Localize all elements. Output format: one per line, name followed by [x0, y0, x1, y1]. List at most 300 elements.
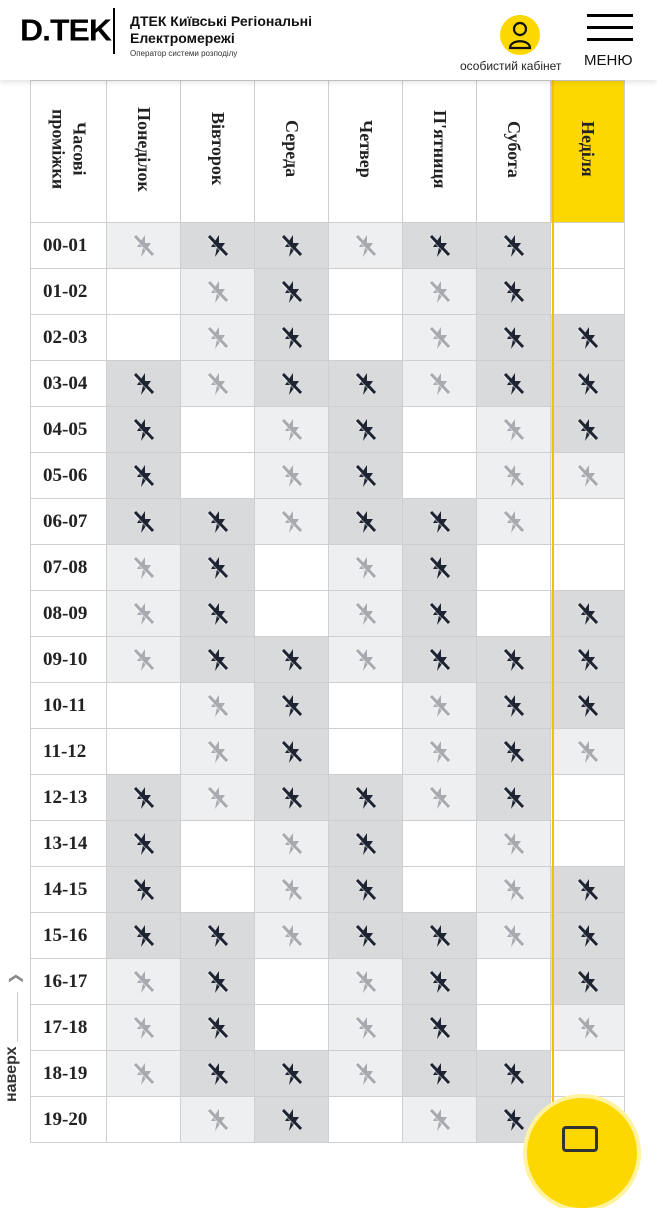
table-body	[31, 223, 625, 1143]
table-row	[31, 1051, 625, 1097]
no-power-icon	[355, 789, 377, 806]
outage-cell	[477, 683, 551, 729]
outage-cell	[255, 1051, 329, 1097]
possible-outage-cell	[181, 729, 255, 775]
chevron-up-icon: ❯	[6, 972, 23, 985]
day-label: Неділя	[578, 121, 598, 177]
outage-cell	[107, 913, 181, 959]
no-power-icon	[133, 513, 155, 530]
possible-outage-cell	[403, 361, 477, 407]
no-power-icon	[577, 605, 599, 622]
no-power-icon	[133, 375, 155, 392]
power-on-cell	[403, 407, 477, 453]
power-on-cell	[107, 1097, 181, 1143]
no-power-icon	[429, 1065, 451, 1082]
outage-cell	[107, 361, 181, 407]
no-power-icon	[133, 1019, 155, 1036]
dtek-logo[interactable]: D.TEK	[20, 12, 111, 48]
no-power-icon	[577, 697, 599, 714]
no-power-icon	[429, 651, 451, 668]
possible-outage-cell	[403, 775, 477, 821]
no-power-icon	[577, 743, 599, 760]
outage-cell	[255, 269, 329, 315]
outage-cell	[551, 407, 625, 453]
no-power-icon	[207, 283, 229, 300]
no-power-icon	[577, 421, 599, 438]
power-on-cell	[329, 729, 403, 775]
no-power-icon	[503, 467, 525, 484]
no-power-icon	[207, 651, 229, 668]
outage-cell	[255, 775, 329, 821]
outage-cell	[107, 453, 181, 499]
time-slot-label: 10-11	[31, 683, 107, 729]
outage-cell	[329, 407, 403, 453]
possible-outage-cell	[551, 1005, 625, 1051]
no-power-icon	[577, 329, 599, 346]
possible-outage-cell	[181, 1097, 255, 1143]
outage-cell	[181, 637, 255, 683]
no-power-icon	[429, 927, 451, 944]
outage-cell	[329, 499, 403, 545]
no-power-icon	[355, 835, 377, 852]
menu-button[interactable]: МЕНЮ	[584, 52, 633, 69]
no-power-icon	[429, 697, 451, 714]
no-power-icon	[355, 651, 377, 668]
power-on-cell	[551, 775, 625, 821]
possible-outage-cell	[255, 407, 329, 453]
time-slot-label: 05-06	[31, 453, 107, 499]
possible-outage-cell	[477, 821, 551, 867]
outage-cell	[477, 269, 551, 315]
outage-cell	[329, 867, 403, 913]
possible-outage-cell	[551, 453, 625, 499]
outage-cell	[107, 867, 181, 913]
power-on-cell	[551, 821, 625, 867]
no-power-icon	[281, 651, 303, 668]
outage-cell	[255, 223, 329, 269]
outage-cell	[477, 223, 551, 269]
no-power-icon	[207, 605, 229, 622]
no-power-icon	[133, 927, 155, 944]
outage-cell	[107, 407, 181, 453]
possible-outage-cell	[255, 913, 329, 959]
outage-cell	[403, 637, 477, 683]
outage-cell	[403, 1051, 477, 1097]
no-power-icon	[207, 375, 229, 392]
no-power-icon	[281, 421, 303, 438]
outage-cell	[551, 867, 625, 913]
outage-cell	[181, 545, 255, 591]
time-slot-label: 07-08	[31, 545, 107, 591]
outage-cell	[181, 591, 255, 637]
day-column-header	[329, 81, 403, 223]
power-on-cell	[107, 315, 181, 361]
no-power-icon	[133, 559, 155, 576]
brand-subtitle: Оператор системи розподілу	[130, 49, 238, 58]
no-power-icon	[503, 927, 525, 944]
table-row	[31, 775, 625, 821]
no-power-icon	[355, 927, 377, 944]
outage-cell	[329, 913, 403, 959]
possible-outage-cell	[107, 1005, 181, 1051]
no-power-icon	[355, 881, 377, 898]
outage-cell	[477, 775, 551, 821]
day-column-header	[477, 81, 551, 223]
no-power-icon	[207, 789, 229, 806]
no-power-icon	[429, 375, 451, 392]
outage-cell	[181, 1051, 255, 1097]
outage-cell	[255, 729, 329, 775]
no-power-icon	[577, 375, 599, 392]
possible-outage-cell	[477, 867, 551, 913]
time-slot-label: 08-09	[31, 591, 107, 637]
day-label: Понеділок	[134, 106, 154, 192]
scroll-line	[17, 992, 18, 1042]
no-power-icon	[503, 375, 525, 392]
schedule-table-wrap	[30, 80, 625, 1143]
outage-cell	[477, 361, 551, 407]
no-power-icon	[429, 283, 451, 300]
no-power-icon	[503, 881, 525, 898]
logo-divider	[113, 8, 115, 54]
no-power-icon	[355, 467, 377, 484]
possible-outage-cell	[329, 591, 403, 637]
outage-cell	[551, 315, 625, 361]
no-power-icon	[355, 559, 377, 576]
outage-cell	[255, 637, 329, 683]
no-power-icon	[503, 329, 525, 346]
possible-outage-cell	[107, 223, 181, 269]
user-cabinet-icon[interactable]	[500, 15, 540, 55]
no-power-icon	[207, 329, 229, 346]
table-row	[31, 545, 625, 591]
time-slot-label: 02-03	[31, 315, 107, 361]
power-on-cell	[477, 1005, 551, 1051]
brand-name: ДТЕК Київські Регіональні Електромережі	[130, 13, 312, 46]
power-on-cell	[403, 821, 477, 867]
possible-outage-cell	[477, 407, 551, 453]
day-column-header	[403, 81, 477, 223]
table-row	[31, 637, 625, 683]
no-power-icon	[281, 513, 303, 530]
no-power-icon	[577, 881, 599, 898]
outage-cell	[477, 729, 551, 775]
no-power-icon	[207, 743, 229, 760]
no-power-icon	[355, 973, 377, 990]
table-header-row	[31, 81, 625, 223]
no-power-icon	[281, 743, 303, 760]
outage-cell	[403, 1005, 477, 1051]
table-row	[31, 1005, 625, 1051]
outage-cell	[477, 1051, 551, 1097]
power-on-cell	[255, 545, 329, 591]
no-power-icon	[503, 1111, 525, 1128]
time-slot-label: 16-17	[31, 959, 107, 1005]
power-on-cell	[477, 545, 551, 591]
no-power-icon	[133, 835, 155, 852]
no-power-icon	[577, 1019, 599, 1036]
power-on-cell	[181, 407, 255, 453]
no-power-icon	[355, 605, 377, 622]
no-power-icon	[133, 605, 155, 622]
no-power-icon	[577, 927, 599, 944]
no-power-icon	[133, 421, 155, 438]
possible-outage-cell	[403, 269, 477, 315]
outage-cell	[181, 1005, 255, 1051]
no-power-icon	[355, 375, 377, 392]
possible-outage-cell	[181, 775, 255, 821]
power-on-cell	[403, 453, 477, 499]
power-on-cell	[551, 269, 625, 315]
today-column-border	[552, 80, 554, 1148]
no-power-icon	[429, 973, 451, 990]
table-row	[31, 453, 625, 499]
time-slot-label: 14-15	[31, 867, 107, 913]
no-power-icon	[281, 697, 303, 714]
outage-cell	[551, 361, 625, 407]
no-power-icon	[429, 1019, 451, 1036]
power-on-cell	[403, 867, 477, 913]
outage-cell	[403, 545, 477, 591]
no-power-icon	[207, 237, 229, 254]
power-on-cell	[107, 269, 181, 315]
outage-cell	[551, 959, 625, 1005]
day-column-header	[181, 81, 255, 223]
power-on-cell	[329, 683, 403, 729]
power-on-cell	[107, 683, 181, 729]
outage-cell	[107, 499, 181, 545]
possible-outage-cell	[403, 729, 477, 775]
possible-outage-cell	[107, 959, 181, 1005]
outage-cell	[403, 223, 477, 269]
no-power-icon	[281, 1111, 303, 1128]
time-slot-label: 12-13	[31, 775, 107, 821]
possible-outage-cell	[329, 637, 403, 683]
no-power-icon	[281, 283, 303, 300]
no-power-icon	[429, 1111, 451, 1128]
no-power-icon	[133, 881, 155, 898]
no-power-icon	[429, 743, 451, 760]
outage-cell	[107, 821, 181, 867]
day-label: П'ятниця	[430, 109, 450, 189]
possible-outage-cell	[255, 499, 329, 545]
possible-outage-cell	[181, 269, 255, 315]
power-on-cell	[551, 1051, 625, 1097]
no-power-icon	[281, 237, 303, 254]
possible-outage-cell	[255, 453, 329, 499]
outage-cell	[255, 683, 329, 729]
table-row	[31, 821, 625, 867]
outage-cell	[107, 775, 181, 821]
possible-outage-cell	[477, 913, 551, 959]
no-power-icon	[355, 237, 377, 254]
table-row	[31, 223, 625, 269]
power-on-cell	[551, 545, 625, 591]
time-column-header	[31, 81, 107, 223]
outage-cell	[181, 223, 255, 269]
table-row	[31, 361, 625, 407]
no-power-icon	[281, 789, 303, 806]
no-power-icon	[281, 467, 303, 484]
no-power-icon	[281, 1065, 303, 1082]
no-power-icon	[207, 1065, 229, 1082]
power-on-cell	[477, 591, 551, 637]
day-label: Четвер	[356, 120, 376, 178]
no-power-icon	[207, 513, 229, 530]
no-power-icon	[503, 651, 525, 668]
no-power-icon	[281, 835, 303, 852]
no-power-icon	[207, 559, 229, 576]
no-power-icon	[281, 927, 303, 944]
no-power-icon	[429, 559, 451, 576]
power-on-cell	[255, 1005, 329, 1051]
no-power-icon	[207, 973, 229, 990]
day-column-header	[551, 81, 625, 223]
no-power-icon	[281, 375, 303, 392]
time-header-label: Часові проміжки	[48, 108, 90, 190]
power-on-cell	[107, 729, 181, 775]
power-on-cell	[329, 269, 403, 315]
scroll-to-top[interactable]	[0, 962, 28, 1148]
no-power-icon	[207, 1111, 229, 1128]
table-row	[31, 959, 625, 1005]
outage-schedule-table	[30, 80, 625, 1143]
outage-cell	[255, 315, 329, 361]
day-label: Вівторок	[208, 112, 228, 186]
time-slot-label: 17-18	[31, 1005, 107, 1051]
possible-outage-cell	[329, 223, 403, 269]
possible-outage-cell	[255, 821, 329, 867]
possible-outage-cell	[551, 729, 625, 775]
chat-icon	[562, 1126, 598, 1152]
time-slot-label: 09-10	[31, 637, 107, 683]
no-power-icon	[429, 329, 451, 346]
outage-cell	[329, 775, 403, 821]
table-row	[31, 867, 625, 913]
no-power-icon	[577, 467, 599, 484]
table-row	[31, 729, 625, 775]
possible-outage-cell	[107, 545, 181, 591]
no-power-icon	[429, 789, 451, 806]
time-slot-label: 19-20	[31, 1097, 107, 1143]
power-on-cell	[477, 959, 551, 1005]
possible-outage-cell	[403, 315, 477, 361]
outage-cell	[181, 499, 255, 545]
power-on-cell	[551, 499, 625, 545]
possible-outage-cell	[477, 499, 551, 545]
power-on-cell	[329, 315, 403, 361]
outage-cell	[403, 913, 477, 959]
outage-cell	[329, 821, 403, 867]
outage-cell	[329, 361, 403, 407]
no-power-icon	[503, 697, 525, 714]
outage-cell	[477, 315, 551, 361]
time-slot-label: 04-05	[31, 407, 107, 453]
outage-cell	[551, 591, 625, 637]
no-power-icon	[133, 973, 155, 990]
no-power-icon	[503, 421, 525, 438]
table-row	[31, 269, 625, 315]
no-power-icon	[503, 237, 525, 254]
day-label: Середа	[282, 120, 302, 178]
possible-outage-cell	[181, 315, 255, 361]
day-label: Субота	[504, 120, 524, 178]
table-row	[31, 407, 625, 453]
possible-outage-cell	[329, 959, 403, 1005]
time-slot-label: 00-01	[31, 223, 107, 269]
no-power-icon	[503, 283, 525, 300]
no-power-icon	[281, 881, 303, 898]
table-row	[31, 913, 625, 959]
no-power-icon	[577, 973, 599, 990]
no-power-icon	[429, 513, 451, 530]
outage-cell	[255, 1097, 329, 1143]
no-power-icon	[207, 927, 229, 944]
outage-cell	[329, 453, 403, 499]
outage-cell	[477, 637, 551, 683]
time-slot-label: 13-14	[31, 821, 107, 867]
user-cabinet-link[interactable]: особистий кабінет	[460, 59, 562, 73]
no-power-icon	[577, 651, 599, 668]
time-slot-label: 11-12	[31, 729, 107, 775]
possible-outage-cell	[329, 1005, 403, 1051]
table-row	[31, 683, 625, 729]
power-on-cell	[181, 821, 255, 867]
possible-outage-cell	[181, 361, 255, 407]
time-slot-label: 18-19	[31, 1051, 107, 1097]
no-power-icon	[355, 1019, 377, 1036]
outage-cell	[551, 637, 625, 683]
outage-cell	[403, 959, 477, 1005]
table-row	[31, 315, 625, 361]
no-power-icon	[133, 237, 155, 254]
no-power-icon	[207, 1019, 229, 1036]
possible-outage-cell	[403, 1097, 477, 1143]
day-column-header	[255, 81, 329, 223]
time-slot-label: 03-04	[31, 361, 107, 407]
power-on-cell	[255, 959, 329, 1005]
outage-cell	[403, 499, 477, 545]
possible-outage-cell	[403, 683, 477, 729]
possible-outage-cell	[107, 591, 181, 637]
possible-outage-cell	[107, 1051, 181, 1097]
chat-button[interactable]	[527, 1098, 637, 1208]
power-on-cell	[181, 867, 255, 913]
no-power-icon	[355, 421, 377, 438]
no-power-icon	[429, 605, 451, 622]
no-power-icon	[503, 789, 525, 806]
outage-cell	[551, 913, 625, 959]
possible-outage-cell	[329, 545, 403, 591]
possible-outage-cell	[255, 867, 329, 913]
no-power-icon	[281, 329, 303, 346]
no-power-icon	[207, 697, 229, 714]
no-power-icon	[503, 513, 525, 530]
day-column-header	[107, 81, 181, 223]
no-power-icon	[503, 1065, 525, 1082]
outage-cell	[551, 683, 625, 729]
no-power-icon	[133, 1065, 155, 1082]
no-power-icon	[133, 789, 155, 806]
no-power-icon	[355, 513, 377, 530]
site-header	[0, 0, 657, 80]
no-power-icon	[503, 743, 525, 760]
menu-icon[interactable]	[587, 14, 633, 50]
time-slot-label: 01-02	[31, 269, 107, 315]
possible-outage-cell	[107, 637, 181, 683]
scroll-to-top-label[interactable]: наверх	[3, 1046, 20, 1102]
no-power-icon	[133, 467, 155, 484]
